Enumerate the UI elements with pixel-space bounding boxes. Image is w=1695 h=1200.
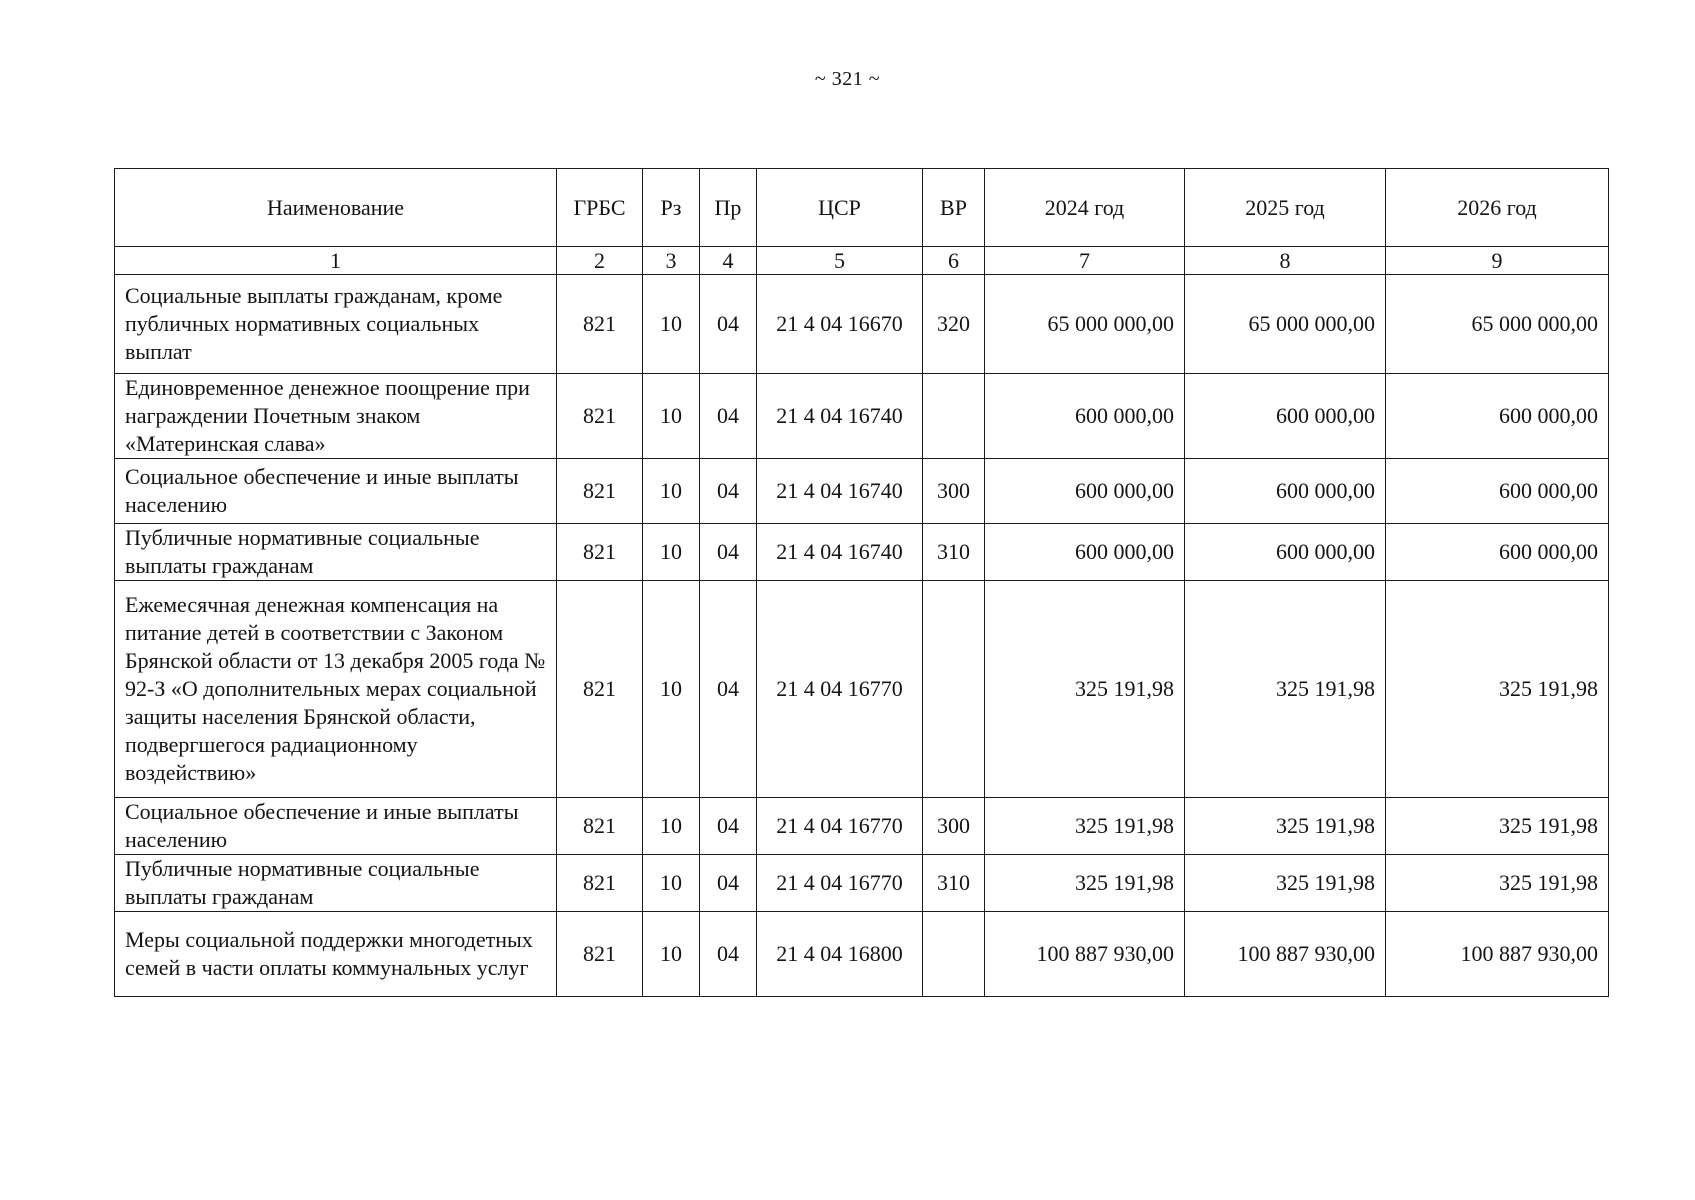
cell-2024: 600 000,00 (985, 524, 1185, 581)
cell-name: Социальное обеспечение и иные выплаты населению (115, 798, 557, 855)
cell-2025: 325 191,98 (1185, 855, 1386, 912)
column-number: 1 (115, 247, 557, 275)
cell-pr: 04 (700, 459, 757, 524)
column-number: 5 (757, 247, 923, 275)
cell-vr (923, 912, 985, 997)
cell-rz: 10 (643, 374, 700, 459)
column-number: 8 (1185, 247, 1386, 275)
cell-2025: 600 000,00 (1185, 459, 1386, 524)
cell-pr: 04 (700, 524, 757, 581)
cell-vr: 320 (923, 275, 985, 374)
table-header-row (115, 169, 1609, 247)
cell-2026: 65 000 000,00 (1386, 275, 1609, 374)
cell-csr: 21 4 04 16800 (757, 912, 923, 997)
cell-rz: 10 (643, 855, 700, 912)
cell-2025: 65 000 000,00 (1185, 275, 1386, 374)
cell-grbs: 821 (557, 798, 643, 855)
cell-rz: 10 (643, 275, 700, 374)
table-row (115, 459, 1609, 524)
header-grbs: ГРБС (557, 169, 643, 247)
cell-pr: 04 (700, 374, 757, 459)
cell-csr: 21 4 04 16740 (757, 524, 923, 581)
cell-2026: 600 000,00 (1386, 524, 1609, 581)
cell-rz: 10 (643, 912, 700, 997)
cell-grbs: 821 (557, 855, 643, 912)
header-pr: Пр (700, 169, 757, 247)
cell-csr: 21 4 04 16740 (757, 459, 923, 524)
table-row (115, 524, 1609, 581)
page-number: ~ 321 ~ (814, 68, 881, 90)
cell-2024: 325 191,98 (985, 855, 1185, 912)
cell-2025: 100 887 930,00 (1185, 912, 1386, 997)
budget-table (114, 168, 1609, 997)
cell-grbs: 821 (557, 524, 643, 581)
cell-2026: 100 887 930,00 (1386, 912, 1609, 997)
cell-2024: 325 191,98 (985, 581, 1185, 798)
header-2026: 2026 год (1386, 169, 1609, 247)
cell-name: Ежемесячная денежная компенсация на питание детей в соответствии с Законом Брянской области от 13 декабря 2005 года № 92-З «О дополнительных мерах социальной защиты населения Брянской области, подвергшегося радиационному воздействию» (115, 581, 557, 798)
cell-vr: 310 (923, 524, 985, 581)
header-rz: Рз (643, 169, 700, 247)
cell-pr: 04 (700, 275, 757, 374)
cell-rz: 10 (643, 798, 700, 855)
cell-2026: 325 191,98 (1386, 798, 1609, 855)
cell-rz: 10 (643, 524, 700, 581)
table-row (115, 798, 1609, 855)
table-row (115, 275, 1609, 374)
table-row (115, 855, 1609, 912)
cell-2025: 325 191,98 (1185, 581, 1386, 798)
cell-2026: 600 000,00 (1386, 459, 1609, 524)
cell-rz: 10 (643, 581, 700, 798)
cell-2025: 600 000,00 (1185, 374, 1386, 459)
cell-vr: 300 (923, 798, 985, 855)
header-2025: 2025 год (1185, 169, 1386, 247)
cell-2024: 325 191,98 (985, 798, 1185, 855)
table-row (115, 581, 1609, 798)
cell-name: Меры социальной поддержки многодетных семей в части оплаты коммунальных услуг (115, 912, 557, 997)
cell-grbs: 821 (557, 581, 643, 798)
cell-grbs: 821 (557, 912, 643, 997)
cell-name: Единовременное денежное поощрение при награждении Почетным знаком «Материнская слава» (115, 374, 557, 459)
cell-grbs: 821 (557, 374, 643, 459)
header-2024: 2024 год (985, 169, 1185, 247)
column-number: 6 (923, 247, 985, 275)
cell-2024: 600 000,00 (985, 459, 1185, 524)
cell-pr: 04 (700, 581, 757, 798)
header-name: Наименование (115, 169, 557, 247)
cell-2026: 325 191,98 (1386, 581, 1609, 798)
column-number-row (115, 247, 1609, 275)
cell-pr: 04 (700, 912, 757, 997)
cell-grbs: 821 (557, 459, 643, 524)
cell-2026: 600 000,00 (1386, 374, 1609, 459)
cell-2026: 325 191,98 (1386, 855, 1609, 912)
cell-2024: 600 000,00 (985, 374, 1185, 459)
column-number: 7 (985, 247, 1185, 275)
cell-vr (923, 374, 985, 459)
cell-vr (923, 581, 985, 798)
cell-pr: 04 (700, 798, 757, 855)
cell-2024: 65 000 000,00 (985, 275, 1185, 374)
cell-csr: 21 4 04 16770 (757, 855, 923, 912)
cell-2025: 600 000,00 (1185, 524, 1386, 581)
column-number: 3 (643, 247, 700, 275)
cell-csr: 21 4 04 16770 (757, 581, 923, 798)
column-number: 2 (557, 247, 643, 275)
cell-2024: 100 887 930,00 (985, 912, 1185, 997)
table-row (115, 374, 1609, 459)
column-number: 4 (700, 247, 757, 275)
header-vr: ВР (923, 169, 985, 247)
column-number: 9 (1386, 247, 1609, 275)
cell-csr: 21 4 04 16670 (757, 275, 923, 374)
cell-grbs: 821 (557, 275, 643, 374)
header-csr: ЦСР (757, 169, 923, 247)
cell-name: Публичные нормативные социальные выплаты гражданам (115, 855, 557, 912)
cell-2025: 325 191,98 (1185, 798, 1386, 855)
cell-pr: 04 (700, 855, 757, 912)
cell-csr: 21 4 04 16740 (757, 374, 923, 459)
cell-name: Социальное обеспечение и иные выплаты населению (115, 459, 557, 524)
cell-name: Социальные выплаты гражданам, кроме публичных нормативных социальных выплат (115, 275, 557, 374)
cell-csr: 21 4 04 16770 (757, 798, 923, 855)
cell-name: Публичные нормативные социальные выплаты гражданам (115, 524, 557, 581)
table-row (115, 912, 1609, 997)
cell-vr: 310 (923, 855, 985, 912)
cell-vr: 300 (923, 459, 985, 524)
cell-rz: 10 (643, 459, 700, 524)
